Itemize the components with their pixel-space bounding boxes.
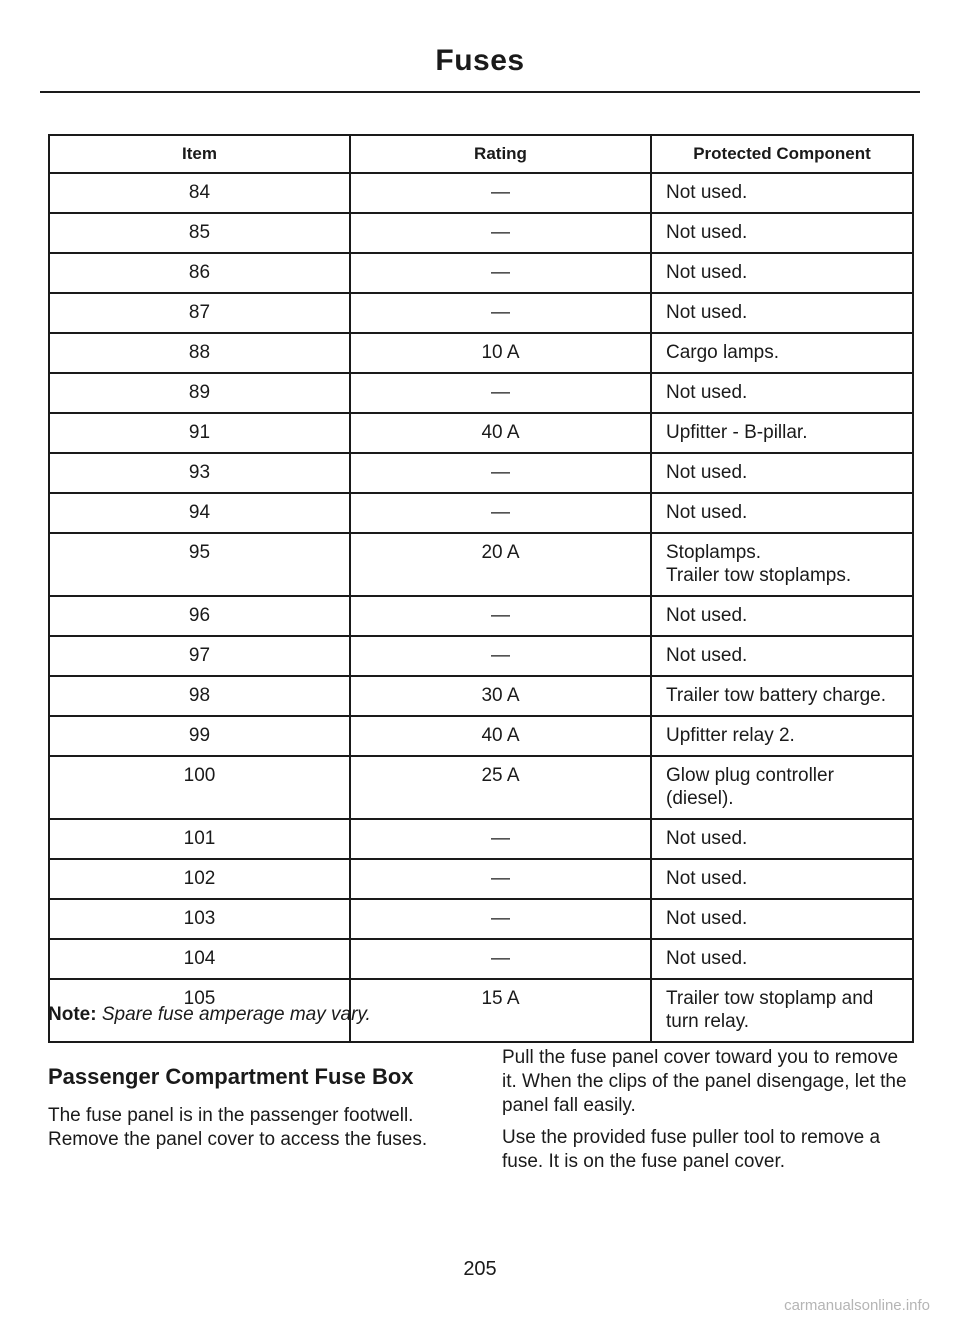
cell-protected-component	[651, 979, 913, 1042]
cell-rating: 25 A	[350, 756, 651, 819]
cell-rating: 15 A	[350, 979, 651, 1042]
cell-protected-component	[651, 333, 913, 373]
cell-rating: 10 A	[350, 333, 651, 373]
component-line: Glow plug controller	[666, 765, 834, 786]
cell-protected-component	[651, 756, 913, 819]
cell-protected-component	[651, 453, 913, 493]
fuse-table-body	[49, 173, 913, 1042]
cell-item: 104	[49, 939, 350, 979]
table-row	[49, 636, 913, 676]
cell-item: 97	[49, 636, 350, 676]
table-row	[49, 293, 913, 333]
cell-rating: —	[350, 493, 651, 533]
cell-item: 88	[49, 333, 350, 373]
component-line: Cargo lamps.	[666, 342, 779, 363]
cell-rating: —	[350, 899, 651, 939]
component-line: Trailer tow battery charge.	[666, 685, 886, 706]
component-line: Not used.	[666, 645, 748, 666]
component-line: Trailer tow stoplamp and	[666, 988, 874, 1009]
table-row	[49, 493, 913, 533]
header-rating: Rating	[350, 135, 651, 173]
cell-item: 91	[49, 413, 350, 453]
cell-protected-component	[651, 859, 913, 899]
cell-item: 102	[49, 859, 350, 899]
component-line: Not used.	[666, 302, 748, 323]
table-row	[49, 899, 913, 939]
cell-protected-component	[651, 716, 913, 756]
cell-rating: 40 A	[350, 716, 651, 756]
cell-protected-component	[651, 596, 913, 636]
table-row	[49, 819, 913, 859]
cell-rating: —	[350, 819, 651, 859]
table-row	[49, 173, 913, 213]
cell-rating: —	[350, 636, 651, 676]
cell-rating: —	[350, 213, 651, 253]
cell-item: 93	[49, 453, 350, 493]
cell-item: 103	[49, 899, 350, 939]
cell-rating: —	[350, 293, 651, 333]
cell-item: 84	[49, 173, 350, 213]
cell-item: 85	[49, 213, 350, 253]
component-line: Trailer tow stoplamps.	[666, 565, 852, 586]
cell-protected-component	[651, 413, 913, 453]
section-paragraph-right-2: Use the provided fuse puller tool to remove a fuse. It is on the fuse panel cover.	[502, 1127, 881, 1172]
component-line: Not used.	[666, 605, 748, 626]
component-line: Upfitter relay 2.	[666, 725, 795, 746]
cell-protected-component	[651, 213, 913, 253]
table-row	[49, 756, 913, 819]
component-line: Stoplamps.	[666, 542, 762, 563]
cell-rating: —	[350, 859, 651, 899]
cell-rating: —	[350, 373, 651, 413]
cell-item: 94	[49, 493, 350, 533]
cell-item: 98	[49, 676, 350, 716]
table-row	[49, 533, 913, 596]
cell-item: 96	[49, 596, 350, 636]
cell-item: 105	[49, 979, 350, 1042]
table-header-row	[49, 135, 913, 173]
note	[48, 1004, 371, 1026]
component-line: Not used.	[666, 462, 748, 483]
table-row	[49, 253, 913, 293]
cell-item: 86	[49, 253, 350, 293]
table-row	[49, 413, 913, 453]
component-line: Not used.	[666, 908, 748, 929]
table-row	[49, 213, 913, 253]
table-row	[49, 939, 913, 979]
cell-rating: 30 A	[350, 676, 651, 716]
component-line: (diesel).	[666, 788, 734, 809]
table-row	[49, 716, 913, 756]
component-line: Not used.	[666, 382, 748, 403]
title-divider	[40, 91, 920, 93]
header-protected-component: Protected Component	[651, 135, 913, 173]
component-line: Not used.	[666, 828, 748, 849]
component-line: Not used.	[666, 222, 748, 243]
cell-item: 87	[49, 293, 350, 333]
cell-rating: —	[350, 453, 651, 493]
component-line: turn relay.	[666, 1011, 750, 1032]
page-number: 205	[463, 1258, 497, 1280]
cell-protected-component	[651, 939, 913, 979]
component-line: Not used.	[666, 502, 748, 523]
cell-protected-component	[651, 253, 913, 293]
component-line: Not used.	[666, 262, 748, 283]
cell-item: 89	[49, 373, 350, 413]
cell-item: 99	[49, 716, 350, 756]
table-row	[49, 859, 913, 899]
section-paragraph-right-1: Pull the fuse panel cover toward you to remove it. When the clips of the panel disengage, let the panel fall easily.	[502, 1047, 907, 1116]
cell-protected-component	[651, 676, 913, 716]
cell-rating: —	[350, 173, 651, 213]
table-row	[49, 596, 913, 636]
cell-item: 101	[49, 819, 350, 859]
table-row	[49, 453, 913, 493]
component-line: Not used.	[666, 948, 748, 969]
table-row	[49, 333, 913, 373]
component-line: Not used.	[666, 182, 748, 203]
table-row	[49, 373, 913, 413]
cell-rating: —	[350, 253, 651, 293]
component-line: Not used.	[666, 868, 748, 889]
cell-item: 100	[49, 756, 350, 819]
cell-protected-component	[651, 173, 913, 213]
header-item: Item	[49, 135, 350, 173]
component-line: Upfitter - B-pillar.	[666, 422, 808, 443]
cell-protected-component	[651, 636, 913, 676]
note-label: Note:	[48, 1004, 97, 1025]
cell-item: 95	[49, 533, 350, 596]
cell-protected-component	[651, 373, 913, 413]
page-title: Fuses	[435, 44, 525, 77]
section-heading: Passenger Compartment Fuse Box	[48, 1064, 414, 1089]
cell-protected-component	[651, 293, 913, 333]
cell-rating: —	[350, 596, 651, 636]
cell-protected-component	[651, 533, 913, 596]
table-row	[49, 676, 913, 716]
cell-rating: 20 A	[350, 533, 651, 596]
watermark: carmanualsonline.info	[784, 1297, 930, 1314]
cell-protected-component	[651, 493, 913, 533]
cell-protected-component	[651, 899, 913, 939]
cell-rating: —	[350, 939, 651, 979]
fuse-table	[48, 134, 914, 1043]
cell-rating: 40 A	[350, 413, 651, 453]
section-paragraph-left: The fuse panel is in the passenger footwell. Remove the panel cover to access the fuses.	[48, 1105, 428, 1150]
note-text: Spare fuse amperage may vary.	[101, 1004, 371, 1025]
cell-protected-component	[651, 819, 913, 859]
